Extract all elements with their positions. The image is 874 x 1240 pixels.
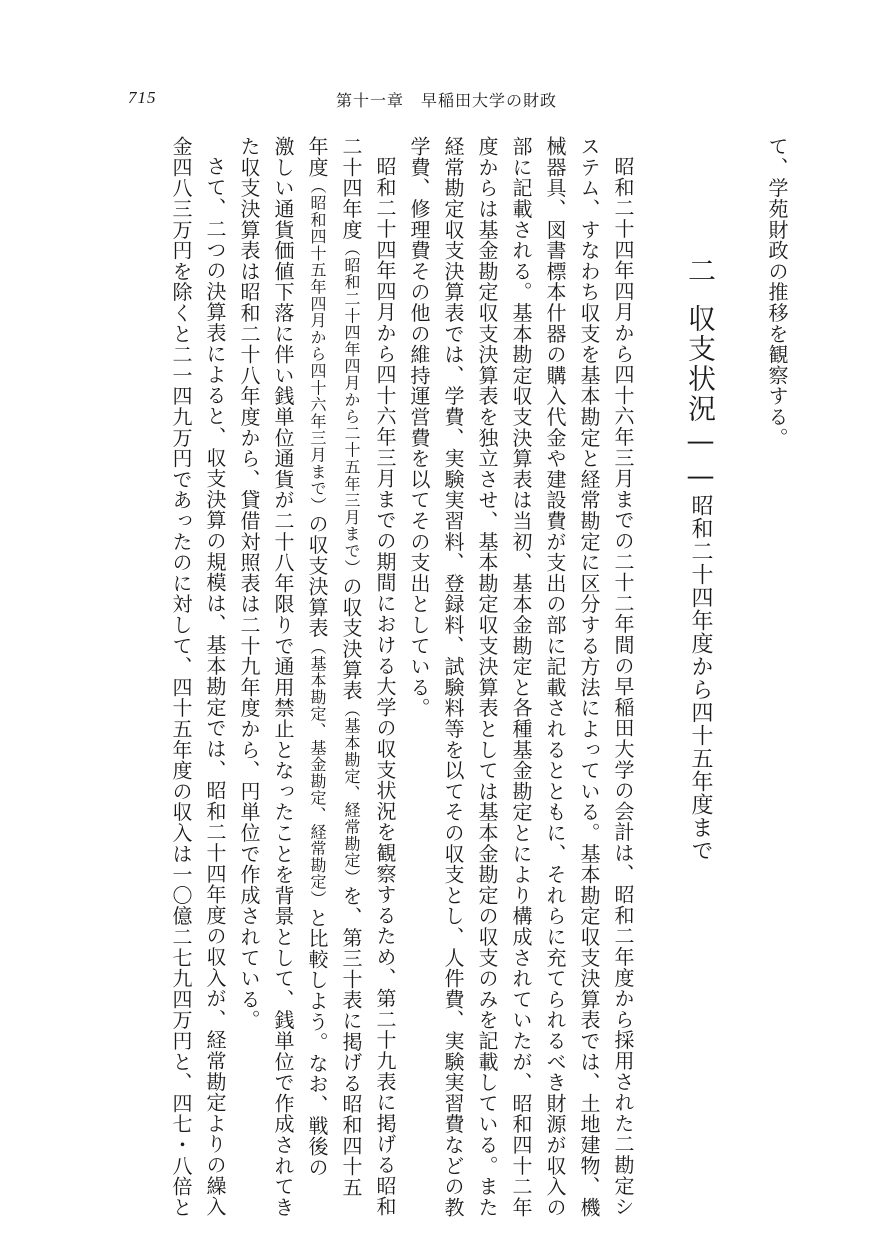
paragraph-1-line: 度からは基金勘定収支決算表を独立させ、基本勘定収支決算表としては基本金勘定の収支のみを記載している。また [475, 136, 499, 1218]
parenthetical-note: （基本勘定、経常勘定） [342, 700, 361, 886]
section-heading [680, 136, 720, 1166]
section-title: 収支状況 [684, 304, 717, 424]
paragraph-2-line: 激しい通貨価値下落に伴い銭単位通貨が二十八年限りで通用禁止となったことを背景として、銭単位で作成されてき [271, 136, 295, 1218]
body-text [118, 136, 794, 1218]
text-run: と比較しよう。なお、戦後の [305, 907, 329, 1178]
parenthetical-note: （昭和四十五年四月から四十六年三月まで） [308, 177, 327, 514]
paragraph-1-line: 昭和二十四年四月から四十六年三月までの二十二年間の早稲田大学の会計は、昭和二年度から採用された二勘定シ [611, 156, 635, 1217]
section-number: 二 [684, 256, 717, 286]
running-head: 第十一章 早稲田大学の財政 [336, 91, 558, 110]
carry-over-line: て、学苑財政の推移を観察する。 [765, 136, 789, 448]
parenthetical-note: （基本勘定、基金勘定、経常勘定） [308, 638, 327, 908]
paragraph-2-line [300, 136, 334, 1178]
text-run: 二十四年度 [339, 136, 363, 240]
text-run: の収支決算表 [339, 576, 363, 701]
text-run: 年度 [305, 136, 329, 178]
paragraph-1-line: 学費、修理費その他の維持運営費を以てその支出としている。 [407, 136, 431, 719]
paragraph-2-line: 昭和二十四年四月から四十六年三月までの期間における大学の収支状況を観察するため、第二十九表に掲げる昭和 [373, 156, 397, 1217]
paragraph-1-line: 部に記載される。基本勘定収支決算表は当初、基本金勘定と各種基金勘定とにより構成されていたが、昭和四十二年 [509, 136, 533, 1218]
parenthetical-note: （昭和二十四年四月から二十五年三月まで） [342, 240, 361, 576]
text-run: を、第三十表に掲げる昭和四十五 [339, 885, 363, 1198]
paragraph-1-line: ステム、すなわち収支を基本勘定と経常勘定に区分する方法によっている。基本勘定収支決算表では、土地建物、機 [577, 136, 601, 1218]
section-dash: —— [684, 424, 717, 494]
paragraph-1-line: 経常勘定収支決算表では、学費、実験実習料、登録料、試験料等を以てその収支とし、人件費、実験実習費などの教 [441, 136, 465, 1218]
paragraph-3-line: さて、二つの決算表によると、収支決算の規模は、基本勘定では、昭和二十四年度の収入が、経常勘定よりの繰入 [203, 156, 227, 1217]
section-subtitle: 昭和二十四年度から四十五年度まで [688, 494, 713, 862]
text-run: の収支決算表 [305, 513, 329, 639]
paragraph-1-line: 械器具、図書標本什器の購入代金や建設費が支出の部に記載されるとともに、それらに充てられるべき財源が収入の [543, 136, 567, 1218]
paragraph-3-line: 金四八三万円を除くと二一四九万円であったのに対して、四十五年度の収入は一〇億二七九四万円と、四七・八倍と [169, 136, 193, 1218]
paragraph-2-line: た収支決算表は昭和二十八年度から、貸借対照表は二十九年度から、円単位で作成されている。 [237, 136, 261, 1031]
paragraph-2-line [334, 136, 368, 1198]
page-number: 715 [128, 88, 157, 107]
